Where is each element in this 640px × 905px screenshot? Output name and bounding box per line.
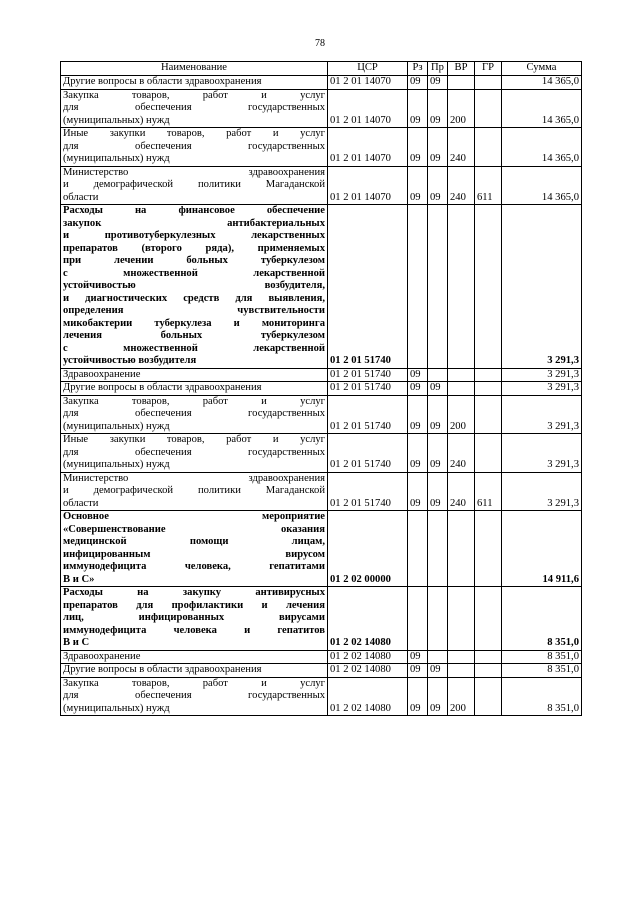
- table-row: [61, 677, 582, 716]
- row-name: [61, 472, 328, 511]
- row-sum: 14 365,0: [502, 166, 582, 205]
- row-pr: [428, 650, 448, 664]
- row-name-line: устойчивостью возбудителя: [63, 355, 197, 366]
- row-name-line: Здравоохранение: [63, 368, 141, 380]
- row-csr: 01 2 01 51740: [328, 472, 408, 511]
- row-name-line: В и С: [63, 637, 90, 648]
- row-vr: [448, 650, 475, 664]
- table-row: [61, 511, 582, 587]
- row-rz: 09: [408, 166, 428, 205]
- row-csr: 01 2 02 14080: [328, 664, 408, 678]
- row-vr: 240: [448, 434, 475, 473]
- row-csr: 01 2 01 14070: [328, 76, 408, 90]
- row-pr: [428, 368, 448, 382]
- row-name-line: с множественной лекарственной: [63, 267, 325, 279]
- row-gr: [475, 650, 502, 664]
- row-name: [61, 395, 328, 434]
- row-name-line: для обеспечения государственных: [63, 446, 325, 458]
- row-sum: 14 911,6: [502, 511, 582, 587]
- row-name-line: иммунодефицита человека и гепатитов: [63, 624, 325, 636]
- row-rz: 09: [408, 677, 428, 716]
- row-name-line: медицинской помощи лицам,: [63, 536, 325, 547]
- row-name-line: и диагностических средств для выявления,: [63, 292, 325, 304]
- row-name: [61, 76, 328, 90]
- row-name: [61, 368, 328, 382]
- row-name-line: Министерство здравоохранения: [63, 472, 325, 484]
- row-rz: 09: [408, 89, 428, 128]
- row-csr: 01 2 01 51740: [328, 205, 408, 369]
- page-number: 78: [315, 38, 325, 49]
- row-name-line: Другие вопросы в области здравоохранения: [63, 664, 262, 675]
- row-gr: [475, 76, 502, 90]
- row-gr: [475, 128, 502, 167]
- row-csr: 01 2 01 51740: [328, 395, 408, 434]
- row-sum: 3 291,3: [502, 382, 582, 396]
- row-vr: 240: [448, 166, 475, 205]
- table-row: [61, 128, 582, 167]
- row-name-line: (муниципальных) нужд: [63, 420, 170, 432]
- row-pr: 09: [428, 395, 448, 434]
- row-rz: 09: [408, 650, 428, 664]
- row-vr: 240: [448, 472, 475, 511]
- row-name: [61, 89, 328, 128]
- row-name-line: Расходы на закупку антивирусных: [63, 587, 325, 598]
- row-vr: [448, 205, 475, 369]
- row-rz: 09: [408, 76, 428, 90]
- row-vr: 200: [448, 395, 475, 434]
- row-sum: 8 351,0: [502, 677, 582, 716]
- row-name-line: Другие вопросы в области здравоохранения: [63, 76, 262, 87]
- row-pr: 09: [428, 128, 448, 167]
- row-name-line: Министерство здравоохранения: [63, 166, 325, 178]
- row-gr: [475, 89, 502, 128]
- row-name-line: для обеспечения государственных: [63, 408, 325, 419]
- row-sum: 14 365,0: [502, 76, 582, 90]
- row-sum: 3 291,3: [502, 205, 582, 369]
- row-name-line: Здравоохранение: [63, 650, 141, 662]
- row-name-line: (муниципальных) нужд: [63, 153, 170, 164]
- header-vr: ВР: [448, 62, 475, 76]
- row-name: [61, 650, 328, 664]
- row-name-line: Закупка товаров, работ и услуг: [63, 395, 325, 407]
- row-vr: 200: [448, 89, 475, 128]
- row-name-line: микобактерии туберкулеза и мониторинга: [63, 317, 325, 329]
- row-gr: [475, 677, 502, 716]
- row-name-line: инфицированным вирусом: [63, 548, 325, 560]
- row-sum: 14 365,0: [502, 128, 582, 167]
- row-pr: [428, 587, 448, 651]
- row-name: [61, 511, 328, 587]
- row-csr: 01 2 02 14080: [328, 587, 408, 651]
- header-gr: ГР: [475, 62, 502, 76]
- row-vr: [448, 382, 475, 396]
- header-pr: Пр: [428, 62, 448, 76]
- row-name-line: Другие вопросы в области здравоохранения: [63, 382, 262, 393]
- row-name-line: В и С»: [63, 573, 95, 585]
- row-pr: 09: [428, 382, 448, 396]
- row-name-line: для обеспечения государственных: [63, 690, 325, 701]
- table-row: [61, 205, 582, 369]
- row-sum: 14 365,0: [502, 89, 582, 128]
- row-gr: 611: [475, 472, 502, 511]
- row-gr: 611: [475, 166, 502, 205]
- row-rz: 09: [408, 368, 428, 382]
- row-sum: 3 291,3: [502, 395, 582, 434]
- row-name-line: (муниципальных) нужд: [63, 114, 170, 126]
- row-rz: [408, 587, 428, 651]
- row-name-line: лечения больных туберкулезом: [63, 330, 325, 341]
- row-pr: 09: [428, 166, 448, 205]
- row-pr: 09: [428, 664, 448, 678]
- row-rz: [408, 511, 428, 587]
- row-gr: [475, 511, 502, 587]
- row-name-line: лиц, инфицированных вирусами: [63, 612, 325, 623]
- row-vr: [448, 511, 475, 587]
- row-name-line: Расходы на финансовое обеспечение: [63, 205, 325, 216]
- row-sum: 3 291,3: [502, 472, 582, 511]
- row-csr: 01 2 01 14070: [328, 166, 408, 205]
- row-pr: [428, 205, 448, 369]
- row-pr: 09: [428, 434, 448, 473]
- table-row: [61, 395, 582, 434]
- row-vr: [448, 76, 475, 90]
- row-name-line: при лечении больных туберкулезом: [63, 255, 325, 266]
- row-name-line: «Совершенствование оказания: [63, 523, 325, 535]
- table-row: [61, 434, 582, 473]
- row-rz: 09: [408, 128, 428, 167]
- row-name: [61, 128, 328, 167]
- row-csr: 01 2 01 51740: [328, 434, 408, 473]
- row-name-line: закупок антибактериальных: [63, 217, 325, 229]
- table-row: [61, 650, 582, 664]
- row-name-line: Основное мероприятие: [63, 511, 325, 522]
- row-csr: 01 2 02 14080: [328, 677, 408, 716]
- row-rz: 09: [408, 434, 428, 473]
- header-name: Наименование: [61, 62, 328, 76]
- row-name-line: с множественной лекарственной: [63, 342, 325, 354]
- table-row: [61, 587, 582, 651]
- table-row: [61, 76, 582, 90]
- row-pr: 09: [428, 89, 448, 128]
- row-name-line: определения чувствительности: [63, 305, 325, 316]
- row-name-line: устойчивостью возбудителя,: [63, 280, 325, 291]
- row-sum: 8 351,0: [502, 650, 582, 664]
- header-csr: ЦСР: [328, 62, 408, 76]
- row-name-line: Закупка товаров, работ и услуг: [63, 677, 325, 689]
- row-sum: 3 291,3: [502, 368, 582, 382]
- row-name-line: Закупка товаров, работ и услуг: [63, 89, 325, 101]
- row-name-line: и демографической политики Магаданской: [63, 179, 325, 190]
- table-header-row: [61, 62, 582, 76]
- row-gr: [475, 395, 502, 434]
- row-rz: [408, 205, 428, 369]
- row-csr: 01 2 02 14080: [328, 650, 408, 664]
- table-row: [61, 472, 582, 511]
- row-vr: [448, 587, 475, 651]
- table-row: [61, 89, 582, 128]
- row-name: [61, 664, 328, 678]
- row-sum: 8 351,0: [502, 587, 582, 651]
- row-name-line: области: [63, 497, 99, 509]
- row-rz: 09: [408, 664, 428, 678]
- row-rz: 09: [408, 382, 428, 396]
- table-body: [61, 76, 582, 716]
- row-name-line: (муниципальных) нужд: [63, 702, 170, 714]
- row-name: [61, 382, 328, 396]
- row-name-line: и противотуберкулезных лекарственных: [63, 230, 325, 241]
- table-row: [61, 166, 582, 205]
- table-row: [61, 368, 582, 382]
- row-gr: [475, 434, 502, 473]
- row-csr: 01 2 01 51740: [328, 368, 408, 382]
- row-name-line: для обеспечения государственных: [63, 102, 325, 113]
- budget-table: [60, 61, 582, 716]
- row-gr: [475, 587, 502, 651]
- row-vr: [448, 368, 475, 382]
- row-gr: [475, 382, 502, 396]
- row-name: [61, 434, 328, 473]
- row-name: [61, 677, 328, 716]
- row-gr: [475, 368, 502, 382]
- row-name-line: препаратов для профилактики и лечения: [63, 599, 325, 611]
- row-name-line: Иные закупки товаров, работ и услуг: [63, 128, 325, 139]
- row-rz: 09: [408, 472, 428, 511]
- row-name-line: препаратов (второго ряда), применяемых: [63, 242, 325, 254]
- row-gr: [475, 664, 502, 678]
- row-name-line: иммунодефицита человека, гепатитами: [63, 561, 325, 572]
- row-name: [61, 166, 328, 205]
- row-vr: 240: [448, 128, 475, 167]
- row-pr: 09: [428, 677, 448, 716]
- row-vr: 200: [448, 677, 475, 716]
- row-pr: 09: [428, 472, 448, 511]
- row-rz: 09: [408, 395, 428, 434]
- header-sum: Сумма: [502, 62, 582, 76]
- row-name-line: (муниципальных) нужд: [63, 459, 170, 470]
- table-row: [61, 664, 582, 678]
- row-name-line: для обеспечения государственных: [63, 140, 325, 152]
- row-name: [61, 587, 328, 651]
- table-row: [61, 382, 582, 396]
- row-pr: [428, 511, 448, 587]
- row-name: [61, 205, 328, 369]
- row-name-line: и демографической политики Магаданской: [63, 485, 325, 496]
- header-rz: Рз: [408, 62, 428, 76]
- row-csr: 01 2 01 14070: [328, 128, 408, 167]
- row-name-line: Иные закупки товаров, работ и услуг: [63, 434, 325, 445]
- row-vr: [448, 664, 475, 678]
- row-csr: 01 2 02 00000: [328, 511, 408, 587]
- row-csr: 01 2 01 14070: [328, 89, 408, 128]
- row-name-line: области: [63, 191, 99, 203]
- row-sum: 8 351,0: [502, 664, 582, 678]
- row-csr: 01 2 01 51740: [328, 382, 408, 396]
- row-sum: 3 291,3: [502, 434, 582, 473]
- row-pr: 09: [428, 76, 448, 90]
- row-gr: [475, 205, 502, 369]
